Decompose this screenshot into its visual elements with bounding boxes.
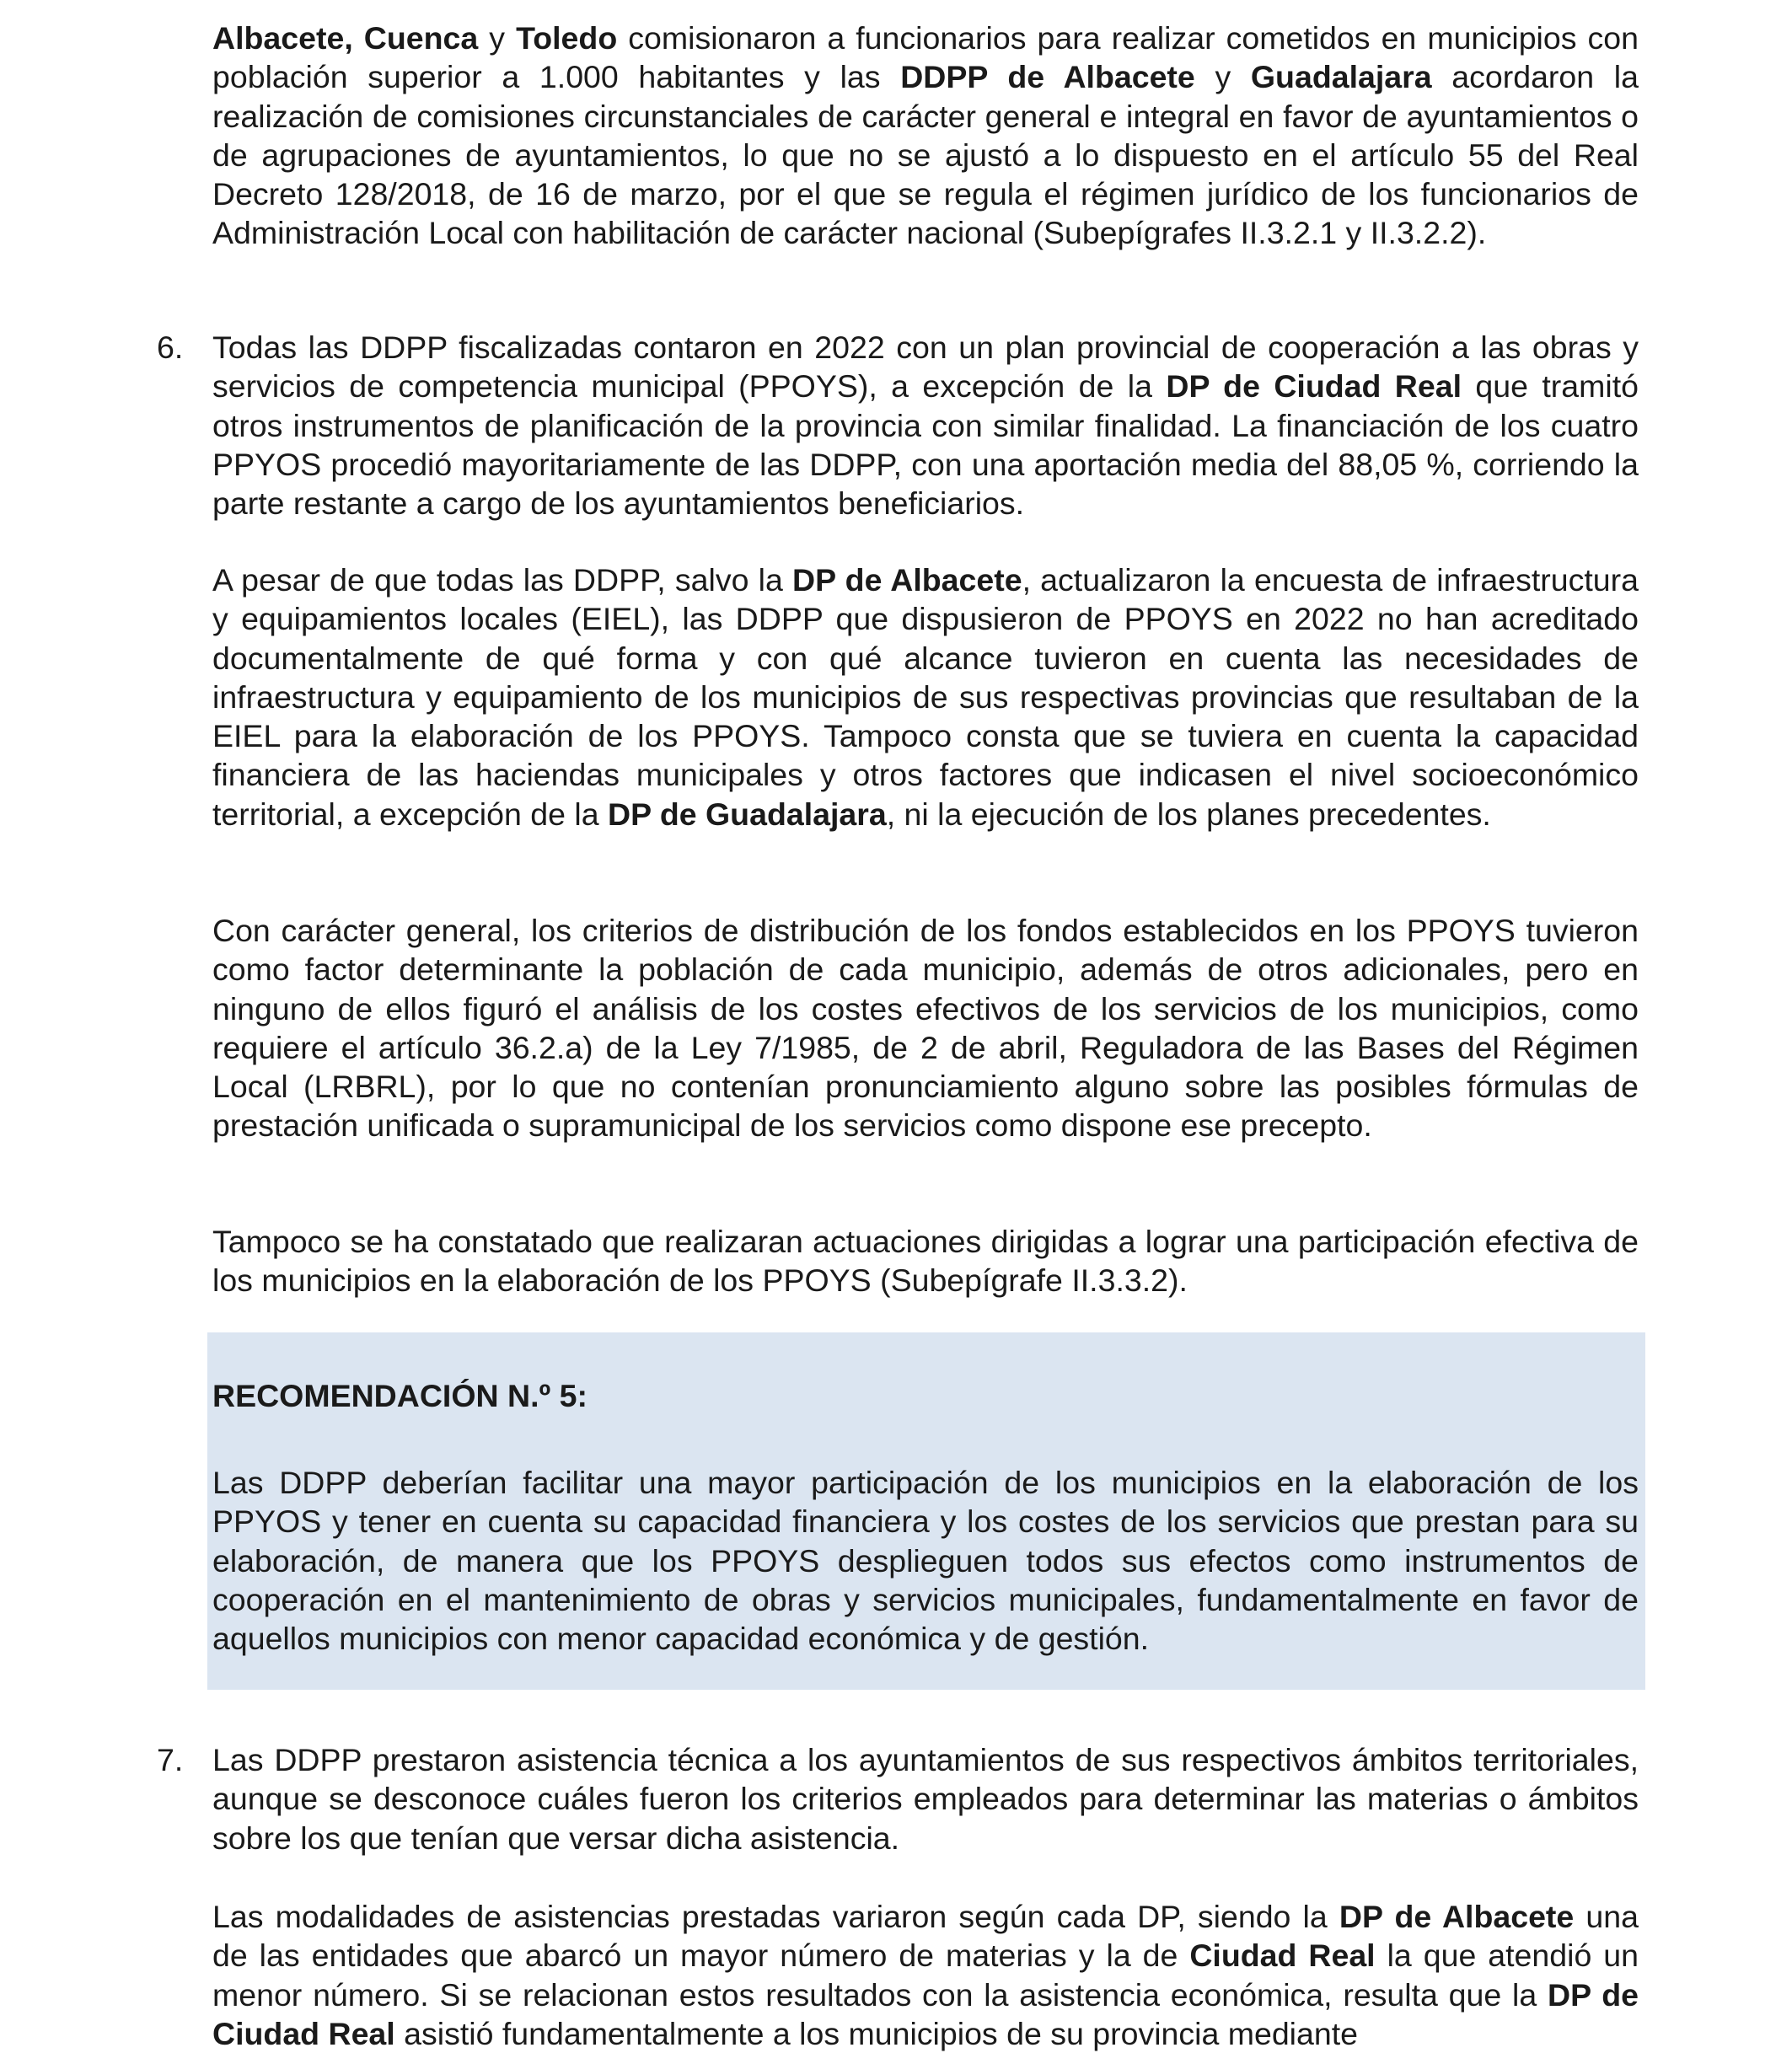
item7-paragraph-2 — [212, 1897, 1639, 2053]
item6-paragraph-3: Con carácter general, los criterios de distribución de los fondos establecidos en los PPOYS tuvieron como factor determinante la población de cada municipio, además de otros adicionales, pero en ninguno de ellos figuró el análisis de los costes efectivos de los servicios de los municipios, como requiere el artículo 36.2.a) de la Ley 7/1985, de 2 de abril, Reguladora de las Bases del Régimen Local (LRBRL), por lo que no contenían pronunciamiento alguno sobre las posibles fórmulas de prestación unificada o supramunicipal de los servicios como dispone ese precepto. — [212, 913, 1639, 1144]
text-span: la que atendió un menor número. Si se relacionan estos resultados con la asistencia económica, resulta que la — [212, 1938, 1639, 2013]
text-span: y — [1194, 59, 1251, 95]
item-number-6: 6. — [157, 330, 184, 365]
text-span: , ni la ejecución de los planes precedentes. — [886, 796, 1491, 832]
item6-paragraph-4: Tampoco se ha constatado que realizaran actuaciones dirigidas a lograr una participación efectiva de los municipios en la elaboración de los PPOYS (Subepígrafe II.3.3.2). — [212, 1224, 1639, 1299]
item6-paragraph-2 — [212, 560, 1639, 834]
intro-paragraph — [212, 19, 1639, 253]
recommendation-title: RECOMENDACIÓN N.º 5: — [212, 1378, 587, 1413]
text-span: que tramitó otros instrumentos de planificación de la provincia con similar finalidad. La financiación de los cuatro PPYOS procedió mayoritariamente de las DDPP, con una aportación media del 88,05 %, corriendo la parte restante a cargo de los ayuntamientos beneficiarios. — [212, 368, 1639, 522]
bold-dp-ciudad-real: DP de Ciudad Real — [1166, 368, 1462, 405]
text-span: , actualizaron la encuesta de infraestructura y equipamientos locales (EIEL), las DDPP que dispusieron de PPOYS en 2022 no han acreditado documentalmente de qué forma y con qué alcance tuvieron en cuenta las necesidades de infraestructura y equipamiento de los municipios de sus respectivas provincias que resultaban de la EIEL para la elaboración de los PPOYS. Tampoco consta que se tuviera en cuenta la capacidad financiera de las haciendas municipales y otros factores que indicasen el nivel socioeconómico territorial, a excepción de la — [212, 562, 1639, 832]
text-span: Las modalidades de asistencias prestadas variaron según cada DP, siendo la — [212, 1899, 1339, 1934]
bold-dp-albacete: DP de Albacete — [792, 562, 1022, 598]
item-number-7: 7. — [157, 1742, 184, 1777]
bold-dp-guadalajara: DP de Guadalajara — [608, 796, 887, 832]
text-span: Todas las DDPP fiscalizadas contaron en 2022 con un plan provincial de cooperación a las obras y servicios de competencia municipal (PPOYS), a excepción de la — [212, 330, 1639, 405]
bold-dp-albacete-2: DP de Albacete — [1339, 1899, 1575, 1934]
item7-paragraph-1: Las DDPP prestaron asistencia técnica a los ayuntamientos de sus respectivos ámbitos territoriales, aunque se desconoce cuáles fueron los criterios empleados para determinar las materias o ámbitos sobre los que tenían que versar dicha asistencia. — [212, 1742, 1639, 1856]
text-span: A pesar de que todas las DDPP, salvo la — [212, 562, 793, 598]
text-span: asistió fundamentalmente a los municipios de su provincia mediante — [394, 2015, 1359, 2051]
text-span: una de las entidades que abarcó un mayor número de materias y la de — [212, 1899, 1639, 1974]
bold-guadalajara: Guadalajara — [1250, 59, 1432, 95]
bold-ciudad-real: Ciudad Real — [1189, 1938, 1376, 1974]
bold-albacete-cuenca: Albacete, Cuenca — [212, 20, 479, 56]
bold-toledo: Toledo — [516, 20, 618, 56]
text-span: y — [478, 20, 517, 56]
recommendation-text: Las DDPP deberían facilitar una mayor participación de los municipios en la elaboración de los PPYOS y tener en cuenta su capacidad financiera y los costes de los servicios que prestan para su elaboración, de manera que los PPOYS desplieguen todos sus efectos como instrumentos de cooperación en el mantenimiento de obras y servicios municipales, fundamentalmente en favor de aquellos municipios con menor capacidad económica y de gestión. — [212, 1465, 1639, 1657]
item6-paragraph-1 — [212, 328, 1639, 523]
bold-ddpp-albacete: DDPP de Albacete — [900, 59, 1195, 95]
text-span: acordaron la realización de comisiones circunstanciales de carácter general e integral en favor de ayuntamientos o de agrupaciones de ayuntamientos, lo que no se ajustó a lo dispuesto en el artículo 55 del Real Decreto 128/2018, de 16 de marzo, por el que se regula el régimen jurídico de los funcionarios de Administración Local con habilitación de carácter nacional (Subepígrafes II.3.2.1 y II.3.2.2). — [212, 59, 1639, 251]
bold-dp-ciudad-real-2: DP de Ciudad Real — [212, 1976, 1639, 2051]
text-span: comisionaron a funcionarios para realizar cometidos en municipios con población superior a 1.000 habitantes y las — [212, 20, 1639, 95]
